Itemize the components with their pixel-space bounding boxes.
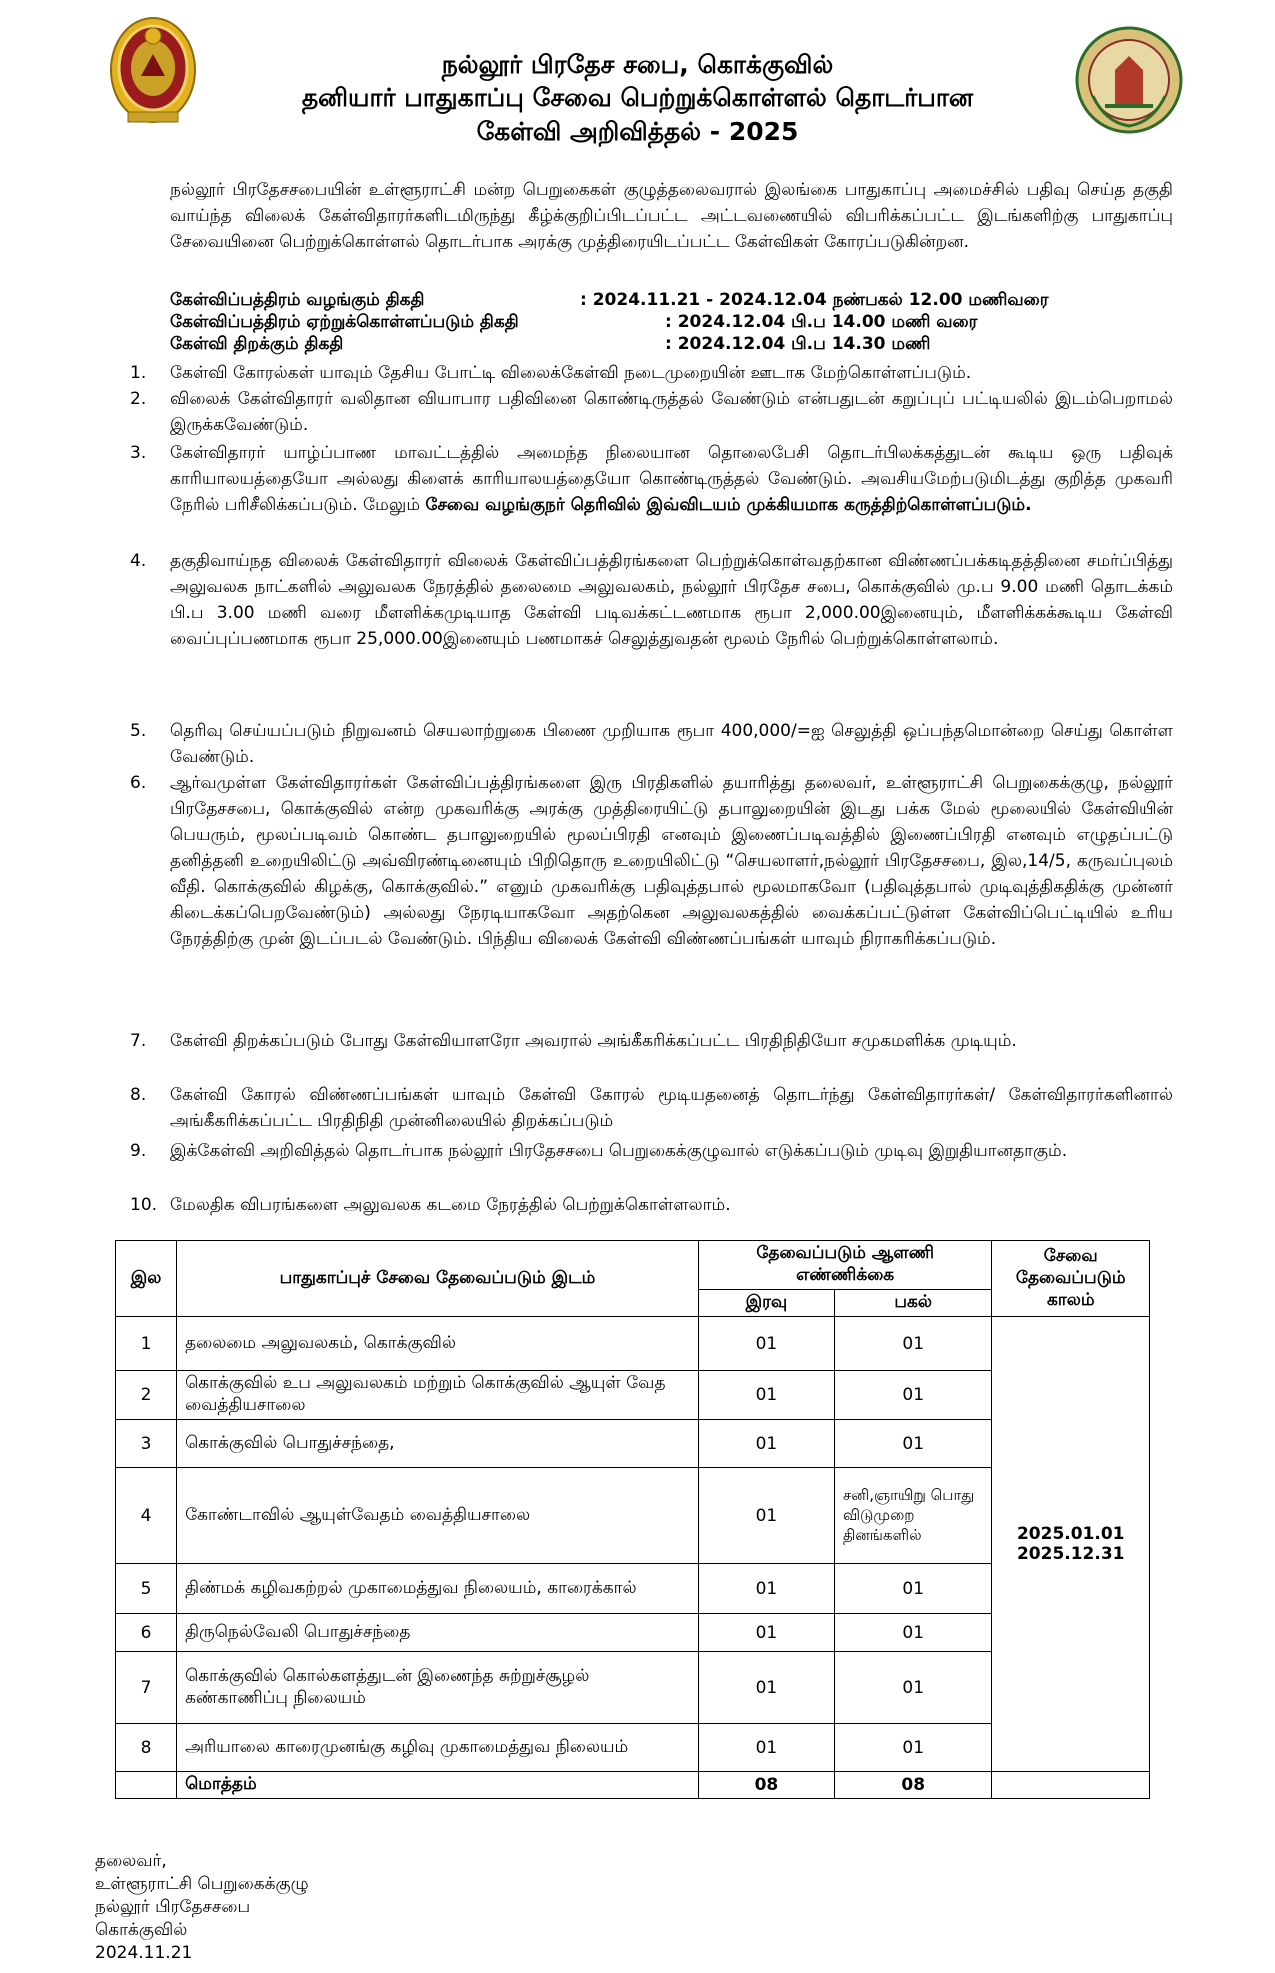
- clause-text: இக்கேள்வி அறிவித்தல் தொடர்பாக நல்லூர் பிரதேசசபை பெறுகைக்குழுவால் எடுக்கப்படும் முடிவு இறுதியானதாகும்.: [170, 1141, 1068, 1161]
- row-day: 01: [834, 1652, 992, 1724]
- clause-number: 2.: [130, 389, 147, 409]
- clause-3-text: கேள்விதாரர் யாழ்ப்பாண மாவட்டத்தில் அமைந்த நிலையான தொலைபேசி தொடர்பிலக்கத்துடன் கூடிய ஒரு பதிவுக் காரியாலயத்தையோ அல்லது கிளைக் காரியாலயத்தையோ கொண்டிருத்தல் வேண்டும். அவசியமேற்படுமிடத்து குறித்த முகவரி நேரில் பரிசீலிக்கப்படும். மேலும்: [170, 443, 1173, 515]
- table-row: [116, 1317, 1150, 1371]
- table-total-row: [116, 1772, 1150, 1799]
- row-no: 3: [116, 1420, 177, 1468]
- clause-number: 6.: [130, 773, 147, 793]
- signature-office: நல்லூர் பிரதேசசபை: [95, 1897, 251, 1917]
- signature-date: 2024.11.21: [95, 1943, 193, 1963]
- row-day: 01: [834, 1724, 992, 1772]
- row-no: 7: [116, 1652, 177, 1724]
- clause-number: 9.: [130, 1141, 147, 1161]
- row-night: 01: [698, 1724, 834, 1772]
- signature-block: [95, 1850, 309, 1965]
- row-day: 01: [834, 1317, 992, 1371]
- clause-3-bold-text: சேவை வழங்குநர் தெரிவில் இவ்விடயம் முக்கியமாக கருத்திற்கொள்ளப்படும்.: [425, 495, 1032, 515]
- row-place: தலைமை அலுவலகம், கொக்குவில்: [177, 1317, 699, 1371]
- clause-number: 4.: [130, 551, 147, 571]
- clause-text: விலைக் கேள்விதாரர் வலிதான வியாபார பதிவினை கொண்டிருத்தல் வேண்டும் என்பதுடன் கறுப்புப் பட்டியலில் இடம்பெறாமல் இருக்கவேண்டும்.: [170, 389, 1173, 435]
- period-start: 2025.01.01: [1016, 1524, 1125, 1544]
- date-label-open: கேள்வி திறக்கும் திகதி: [170, 334, 344, 354]
- row-day: 01: [834, 1420, 992, 1468]
- date-value-issue: : 2024.11.21 - 2024.12.04 நண்பகல் 12.00 மணிவரை: [580, 290, 1049, 310]
- intro-paragraph: நல்லூர் பிரதேசசபையின் உள்ளூராட்சி மன்ற பெறுகைகள் குழுத்தலைவரால் இலங்கை பாதுகாப்பு அமைச்சில் பதிவு செய்த தகுதி வாய்ந்த விலைக் கேள்விதாரர்களிடமிருந்து கீழ்க்குறிப்பிடப்பட்ட அட்டவணையில் விபரிக்கப்பட்ட இடங்களிற்கு பாதுகாப்பு சேவையினை பெற்றுக்கொள்ளல் தொடர்பாக அரக்கு முத்திரையிடப்பட்ட கேள்விகள் கோரப்படுகின்றன.: [170, 180, 1173, 252]
- col-header-period: சேவை தேவைப்படும் காலம்: [992, 1241, 1150, 1317]
- clause-text: தகுதிவாய்நத விலைக் கேள்விதாரர் விலைக் கேள்விப்பத்திரங்களை பெற்றுக்கொள்வதற்கான விண்ணப்பக்கடிதத்தினை சமர்ப்பித்து அலுவலக நாட்களில் அலுவலக நேரத்தில் தலைமை அலுவலகம், நல்லூர் பிரதேச சபை, கொக்குவில் மு.ப 9.00 மணி தொடக்கம் பி.ப 3.00 மணி வரை மீளளிக்கமுடியாத கேள்வி படிவக்கட்டணமாக ரூபா 2,000.00இனையும், மீளளிக்கக்கூடிய கேள்வி வைப்புப்பணமாக ரூபா 25,000.00இனையும் பணமாகச் செலுத்துவதன் மூலம் நேரில் பெற்றுக்கொள்ளலாம்.: [170, 551, 1173, 649]
- clause-text: கேள்வி கோரல் விண்ணப்பங்கள் யாவும் கேள்வி கோரல் மூடியதனைத் தொடர்ந்து கேள்விதாரர்கள்/ கேள்விதாரர்களினால் அங்கீகரிக்கப்பட்ட பிரதிநிதி முன்னிலையில் திறக்கப்படும்: [170, 1085, 1173, 1131]
- row-place: திருநெல்வேலி பொதுச்சந்தை: [177, 1614, 699, 1652]
- row-day: 01: [834, 1564, 992, 1614]
- col-header-place: பாதுகாப்புச் சேவை தேவைப்படும் இடம்: [177, 1241, 699, 1317]
- table-header-row: [116, 1241, 1150, 1290]
- date-label-issue: கேள்விப்பத்திரம் வழங்கும் திகதி: [170, 290, 425, 310]
- row-night: 01: [698, 1371, 834, 1420]
- total-day: 08: [834, 1772, 992, 1799]
- row-place: அரியாலை காரைமுனங்கு கழிவு முகாமைத்துவ நிலையம்: [177, 1724, 699, 1772]
- row-place: திண்மக் கழிவகற்றல் முகாமைத்துவ நிலையம், காரைக்கால்: [177, 1564, 699, 1614]
- col-header-night: இரவு: [698, 1290, 834, 1317]
- col-header-day: பகல்: [834, 1290, 992, 1317]
- clause-text: கேள்வி திறக்கப்படும் போது கேள்வியாளரோ அவரால் அங்கீகரிக்கப்பட்ட பிரதிநிதியோ சமுகமளிக்க முடியும்.: [170, 1031, 1017, 1051]
- total-night: 08: [698, 1772, 834, 1799]
- clause-number: 8.: [130, 1085, 147, 1105]
- row-no: 2: [116, 1371, 177, 1420]
- row-night: 01: [698, 1317, 834, 1371]
- row-no: 8: [116, 1724, 177, 1772]
- row-day: சனி,ஞாயிறு பொது விடுமுறை தினங்களில்: [834, 1468, 992, 1564]
- service-period-cell: [992, 1317, 1150, 1772]
- clause-number: 3.: [130, 443, 147, 463]
- period-end: 2025.12.31: [1016, 1544, 1125, 1564]
- total-label: மொத்தம்: [177, 1772, 699, 1799]
- signature-committee: உள்ளூராட்சி பெறுகைக்குழு: [95, 1874, 309, 1894]
- row-night: 01: [698, 1652, 834, 1724]
- date-label-accept: கேள்விப்பத்திரம் ஏற்றுக்கொள்ளப்படும் திகதி: [170, 312, 519, 332]
- signature-place: கொக்குவில்: [95, 1920, 188, 1940]
- row-night: 01: [698, 1420, 834, 1468]
- clause-number: 10.: [130, 1195, 158, 1215]
- signature-title: தலைவர்,: [95, 1851, 167, 1871]
- row-place: கொக்குவில் உப அலுவலகம் மற்றும் கொக்குவில் ஆயுள் வேத வைத்தியசாலை: [177, 1371, 699, 1420]
- clause-text: கேள்வி கோரல்கள் யாவும் தேசிய போட்டி விலைக்கேள்வி நடைமுறையின் ஊடாக மேற்கொள்ளப்படும்.: [170, 363, 972, 383]
- row-night: 01: [698, 1614, 834, 1652]
- title-line-1: நல்லூர் பிரதேச சபை, கொக்குவில்: [441, 50, 834, 79]
- clause-text: தெரிவு செய்யப்படும் நிறுவனம் செயலாற்றுகை பிணை முறியாக ரூபா 400,000/=ஐ செலுத்தி ஒப்பந்தமொன்றை செய்து கொள்ள வேண்டும்.: [170, 721, 1173, 767]
- row-no: 4: [116, 1468, 177, 1564]
- clause-number: 5.: [130, 721, 147, 741]
- row-night: 01: [698, 1468, 834, 1564]
- clause-number: 7.: [130, 1031, 147, 1051]
- col-header-staff: தேவைப்படும் ஆளணி எண்ணிக்கை: [698, 1241, 992, 1290]
- row-place: கொக்குவில் கொல்களத்துடன் இணைந்த சுற்றுச்சூழல் கண்காணிப்பு நிலையம்: [177, 1652, 699, 1724]
- row-day: 01: [834, 1371, 992, 1420]
- clause-text: [170, 440, 1173, 518]
- col-header-no: இல: [116, 1241, 177, 1317]
- row-place: கோண்டாவில் ஆயுள்வேதம் வைத்தியசாலை: [177, 1468, 699, 1564]
- dates-block: [170, 290, 1173, 356]
- clause-text: மேலதிக விபரங்களை அலுவலக கடமை நேரத்தில் பெற்றுக்கொள்ளலாம்.: [170, 1195, 731, 1215]
- row-night: 01: [698, 1564, 834, 1614]
- date-value-accept: : 2024.12.04 பி.ப 14.00 மணி வரை: [665, 312, 978, 332]
- row-place: கொக்குவில் பொதுச்சந்தை,: [177, 1420, 699, 1468]
- row-no: 5: [116, 1564, 177, 1614]
- title-line-2: தனியார் பாதுகாப்பு சேவை பெற்றுக்கொள்ளல் தொடர்பான: [301, 83, 974, 112]
- total-blank: [116, 1772, 177, 1799]
- date-value-open: : 2024.12.04 பி.ப 14.30 மணி: [665, 334, 931, 354]
- clause-number: 1.: [130, 363, 147, 383]
- row-no: 6: [116, 1614, 177, 1652]
- security-service-table: [115, 1240, 1150, 1799]
- total-period-blank: [992, 1772, 1150, 1799]
- row-day: 01: [834, 1614, 992, 1652]
- row-no: 1: [116, 1317, 177, 1371]
- title-line-3: கேள்வி அறிவித்தல் - 2025: [476, 117, 799, 146]
- clause-text: ஆர்வமுள்ள கேள்விதாரர்கள் கேள்விப்பத்திரங்களை இரு பிரதிகளில் தயாரித்து தலைவர், உள்ளூராட்சி பெறுகைக்குழு, நல்லூர் பிரதேசசபை, கொக்குவில் என்ற முகவரிக்கு அரக்கு முத்திரையிட்டு தபாலுறையின் இடது பக்க மேல் மூலையில் கேள்வியின் பெயரும், மூலப்படிவம் கொண்ட தபாலுறையில் மூலப்பிரதி எனவும் இணைப்படிவத்தில் இணைப்பிரதி எனவும் எழுதப்பட்டு தனித்தனி உறையிலிட்டு அவ்விரண்டினையும் பிறிதொரு உறையிலிட்டு “செயலாளர்,நல்லூர் பிரதேசசபை, இல,14/5, கருவப்புலம் வீதி. கொக்குவில் கிழக்கு, கொக்குவில்.” எனும் முகவரிக்கு பதிவுத்தபால் மூலமாகவோ (பதிவுத்தபால் முடிவுத்திகதிக்கு முன்னர் கிடைக்கப்பெறவேண்டும்) அல்லது நேரடியாகவோ அதற்கென அலுவலகத்தில் வைக்கப்பட்டுள்ள கேள்விப்பெட்டியில் உரிய நேரத்திற்கு முன் இடப்படல் வேண்டும். பிந்திய விலைக் கேள்வி விண்ணப்பங்கள் யாவும் நிராகரிக்கப்படும்.: [170, 773, 1173, 949]
